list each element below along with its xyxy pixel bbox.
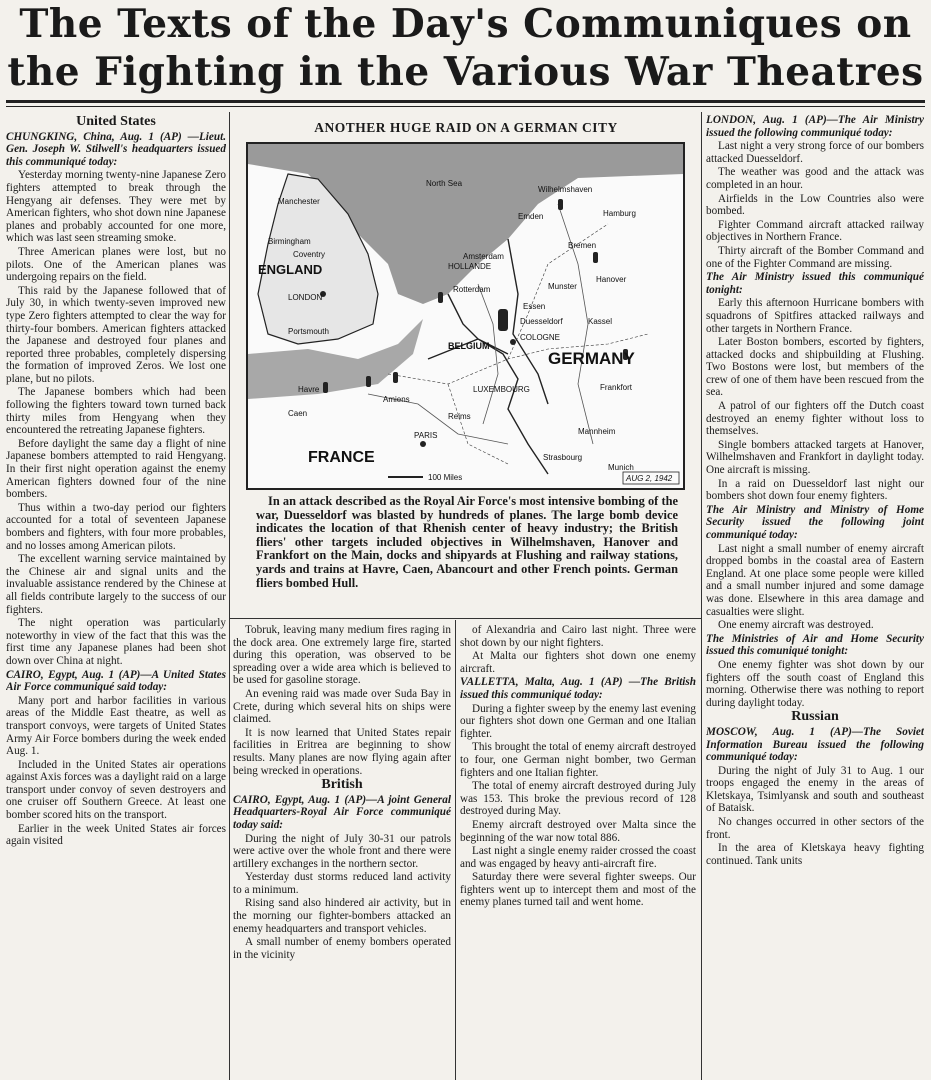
map-label-holland: HOLLANDE (448, 262, 492, 271)
bomb-marker-duesseldorf (498, 309, 508, 331)
paragraph: Rising sand also hindered air activity, but in the morning our fighter-bombers attacked an enemy headquarters and transport vehicles. (233, 897, 451, 935)
bomb-marker (393, 372, 398, 383)
paragraph: During a fighter sweep by the enemy last evening our fighters shot down one German and one Italian fighter. (460, 702, 696, 740)
paragraph: No changes occurred in other sectors of the front. (706, 816, 924, 841)
map-label-london: LONDON (288, 293, 323, 302)
map-label-munster: Munster (548, 282, 577, 291)
map-label-hanover: Hanover (596, 275, 627, 284)
paragraph: In the area of Kletskaya heavy fighting continued. Tank units (706, 842, 924, 867)
map-label-emden: Emden (518, 212, 544, 221)
paragraph: This brought the total of enemy aircraft destroyed to four, one German night bomber, two German fighters and one Italian fighter. (460, 741, 696, 779)
map-label-bremen: Bremen (568, 241, 597, 250)
paragraph: One enemy fighter was shot down by our fighters off the south coast of England this morning. Otherwise there was nothing to report during daylight today. (706, 658, 924, 709)
column-right (706, 114, 924, 1080)
headline-rule-thin (6, 106, 925, 107)
paragraph: Enemy aircraft destroyed over Malta since the beginning of the war now total 886. (460, 818, 696, 844)
raid-map-svg (248, 144, 683, 488)
map-label-duesseldorf: Duesseldorf (520, 317, 563, 326)
raid-map (246, 142, 685, 490)
map-label-birmingham: Birmingham (268, 237, 311, 246)
column-divider-3 (455, 620, 456, 1080)
paragraph: Included in the United States air operations against Axis forces was a daylight raid on a large transport under convoy of seven destroyers and one cruiser off Southern Greece. At least one bomber scored hits on the transport. (6, 758, 226, 822)
paragraph: Three American planes were lost, but no pilots. One of the American planes was undergoing repairs on the field. (6, 245, 226, 284)
paragraph: One enemy aircraft was destroyed. (718, 619, 874, 632)
column-divider-1 (229, 112, 230, 1080)
map-stamp: AUG 2, 1942 (626, 474, 673, 483)
map-label-france: FRANCE (308, 449, 375, 466)
map-label-england: ENGLAND (258, 262, 323, 277)
paragraph: Last night a very strong force of our bombers attacked Duesseldorf. (706, 140, 924, 165)
bomb-marker (438, 292, 443, 303)
map-label-belgium: BELGIUM (448, 341, 490, 351)
paragraph: The excellent warning service maintained by the Chinese air and signal units and the invaluable assistance rendered by the Chinese at all fields contribute largely to the success of our fighters. (6, 553, 226, 616)
column-middle-2 (460, 624, 696, 1080)
bomb-marker (558, 199, 563, 210)
map-label-amsterdam: Amsterdam (463, 252, 504, 261)
dateline-ministries-tonight: The Ministries of Air and Home Security issued this comuniqué tonight: (706, 632, 924, 658)
dateline-chungking: CHUNGKING, China, Aug. 1 (AP) —Lieut. Gen. Joseph W. Stilwell's headquarters issued this communiqué today: (6, 130, 226, 168)
map-label-manchester: Manchester (278, 197, 320, 206)
paragraph: The night operation was particularly noteworthy in view of the fact that this was the first time any Japanese planes had been shot down over China at night. (6, 617, 226, 667)
paragraph: At Malta our fighters shot down one enemy aircraft. (460, 650, 696, 675)
map-label-germany: GERMANY (548, 349, 635, 368)
map-label-hamburg: Hamburg (603, 209, 636, 218)
bomb-marker (366, 376, 371, 387)
headline-line-2: the Fighting in the Various War Theatres (7, 49, 924, 95)
paragraph: Single bombers attacked targets at Hanover, Wilhelmshaven and Frankfort in daylight today. One aircraft is missing. (706, 438, 924, 477)
paragraph: Airfields in the Low Countries also were bombed. (706, 192, 924, 218)
paragraph: The total of enemy aircraft destroyed during July was 153. This broke the previous record of 128 destroyed during May. (460, 780, 696, 818)
paragraph: Early this afternoon Hurricane bombers with squadrons of Spitfires attacked railways and other targets in Northern France. (706, 297, 924, 335)
bomb-marker (593, 252, 598, 263)
map-scale-label: 100 Miles (428, 473, 463, 482)
paragraph: of Alexandria and Cairo last night. Three were shot down by our night fighters. (460, 624, 696, 649)
map-label-amiens: Amiens (383, 395, 410, 404)
dateline-moscow: MOSCOW, Aug. 1 (AP)—The Soviet Information Bureau issued the following communiqué today: (706, 725, 924, 764)
paragraph: Last night a small number of enemy aircraft dropped bombs in the coastal area of Eastern England. At one place some people were killed and a small number injured and some damage was done. Elsewhere in this area damage and casualties were slight. (706, 542, 924, 618)
map-label-frankfort: Frankfort (600, 383, 633, 392)
paragraph: In a raid on Duesseldorf last night our bombers shot down four enemy fighters. (706, 477, 924, 503)
paragraph: A patrol of our fighters off the Dutch coast destroyed an enemy fighter without loss to themselves. (706, 400, 924, 438)
map-label-essen: Essen (523, 302, 546, 311)
map-label-rotterdam: Rotterdam (453, 285, 491, 294)
paragraph: An evening raid was made over Suda Bay in Crete, during which several hits on ships were claimed. (233, 687, 451, 726)
paragraph: Last night a single enemy raider crossed the coast and was engaged by heavy anti-aircraft fire. (460, 845, 696, 870)
map-label-munich: Munich (608, 463, 634, 472)
paragraph: Fighter Command aircraft attacked railway objectives in Northern France. (706, 218, 924, 244)
dateline-air-ministry-tonight: The Air Ministry issued this communiqué tonight: (706, 271, 924, 296)
paragraph: The weather was good and the attack was completed in an hour. (706, 166, 924, 191)
paragraph: During the night of July 30-31 our patrols were active over the whole front and there were artillery exchanges in the northern sector. (233, 832, 451, 870)
dateline-valletta: VALLETTA, Malta, Aug. 1 (AP) —The British issued this communiqué today: (460, 676, 696, 701)
map-label-havre: Havre (298, 385, 320, 394)
map-block-bottom-rule (230, 618, 701, 619)
map-caption (256, 495, 678, 590)
map-label-kassel: Kassel (588, 317, 613, 326)
headline-line-1: The Texts of the Day's Communiques on (19, 1, 912, 47)
paragraph: This raid by the Japanese followed that of July 30, in which twenty-seven improved new type Zero fighters attempted to clear the way for thirty-four bombers. American fighters attacked the Japanese and destroyed four planes and reported three probables, completely dispersing the formation of improved Zeros. We lost one plane, but no pilots. (6, 284, 226, 385)
city-dot-cologne (510, 339, 516, 345)
paragraph: Earlier in the week United States air forces again visited (6, 822, 226, 848)
paragraph: Before daylight the same day a flight of nine Japanese bombers attempted to raid Hengyang. In their first night operation against the enemy American fighters downed four of the nine bombers. (6, 437, 226, 501)
map-label-caen: Caen (288, 409, 308, 418)
map-title: ANOTHER HUGE RAID ON A GERMAN CITY (314, 120, 618, 135)
map-label-wilhelmshaven: Wilhelmshaven (538, 185, 593, 194)
paragraph: Thirty aircraft of the Bomber Command and one of the Fighter Command are missing. (706, 244, 924, 270)
bomb-marker (323, 382, 328, 393)
map-label-reims: Reims (448, 412, 471, 421)
map-caption-text: In an attack described as the Royal Air Force's most intensive bombing of the war, Duesseldorf was blasted by hundreds of planes. The large bomb device indicates the location of that Rhenish center of heavy industry; the British fliers' other targets included objectives in Wilhelmshaven, Hanover and Frankfort on the Main, docks and shipyards at Flushing and railway stations, yards and trains at Havre, Caen, Abancourt and other French points. German fliers bombed Hull. (256, 494, 678, 590)
column-united-states (6, 114, 226, 1080)
section-heading-british: British (321, 777, 363, 793)
city-dot-paris (420, 441, 426, 447)
paragraph: Yesterday dust storms reduced land activity to a minimum. (233, 871, 451, 896)
column-middle-1 (233, 624, 451, 1080)
dateline-london: LONDON, Aug. 1 (AP)—The Air Ministry issued the following communiqué today: (706, 114, 924, 139)
map-label-north-sea: North Sea (426, 179, 463, 188)
column-divider-2 (701, 112, 702, 1080)
section-heading-united-states: United States (76, 114, 156, 129)
map-label-mannheim: Mannheim (578, 427, 616, 436)
headline-rule-thick (6, 100, 925, 103)
paragraph: A small number of enemy bombers operated in the vicinity (233, 936, 451, 961)
paragraph: It is now learned that United States repair facilities in Eritrea are beginning to show results. Many planes are now flying again after being wrecked in operations. (233, 726, 451, 777)
paragraph: Many port and harbor facilities in various areas of the Middle East theatre, as well as transport convoys, were targets of United States Army Air Force bombers during the week ended Aug. 1. (6, 694, 226, 758)
paragraph: Tobruk, leaving many medium fires raging in the dock area. One extremely large fire, started during this operation, was observed to be spreading over a wide area which is believed to be used for gasoline storage. (233, 624, 451, 687)
paragraph: Later Boston bombers, escorted by fighters, attacked docks and shipbuilding at Flushing. Two Bostons were lost, but members of the crew of one of them have been rescued from the sea. (706, 336, 924, 399)
headline (6, 0, 925, 106)
map-label-luxembourg: LUXEMBOURG (473, 385, 530, 394)
dateline-cairo: CAIRO, Egypt, Aug. 1 (AP)—A United States Air Force communiqué said today: (6, 668, 226, 694)
section-heading-russian: Russian (791, 709, 839, 725)
map-label-strasbourg: Strasbourg (543, 453, 583, 462)
paragraph: During the night of July 31 to Aug. 1 our troops engaged the enemy in the areas of Kletskaya, Tsimlyansk and south and southeast of Bataisk. (706, 764, 924, 815)
map-label-paris: PARIS (414, 431, 438, 440)
paragraph: Saturday there were several fighter sweeps. Our fighters went up to intercept them and most of the enemy planes turned tail and went home. (460, 871, 696, 909)
paragraph: Thus within a two-day period our fighters accounted for a total of seventeen Japanese bombers and fighters, with four more probables, and no losses among American pilots. (6, 501, 226, 552)
paragraph: The Japanese bombers which had been following the fighters toward town turned back thirty miles from Hengyang when they encountered the retreating Japanese fighters. (6, 386, 226, 437)
map-label-coventry: Coventry (293, 250, 326, 259)
paragraph: Yesterday morning twenty-nine Japanese Zero fighters attempted to break through the Hengyang air defenses. They were met by American fighters, who shot down nine Japanese planes and probably accounted for one more, which was last seen streaming smoke. (6, 169, 226, 245)
map-label-portsmouth: Portsmouth (288, 327, 329, 336)
map-label-cologne: COLOGNE (520, 333, 561, 342)
dateline-home-security: The Air Ministry and Ministry of Home Security issued the following joint communiqué today: (706, 503, 924, 541)
dateline-cairo-british: CAIRO, Egypt, Aug. 1 (AP)—A joint General Headquarters-Royal Air Force communiqué today said: (233, 793, 451, 831)
